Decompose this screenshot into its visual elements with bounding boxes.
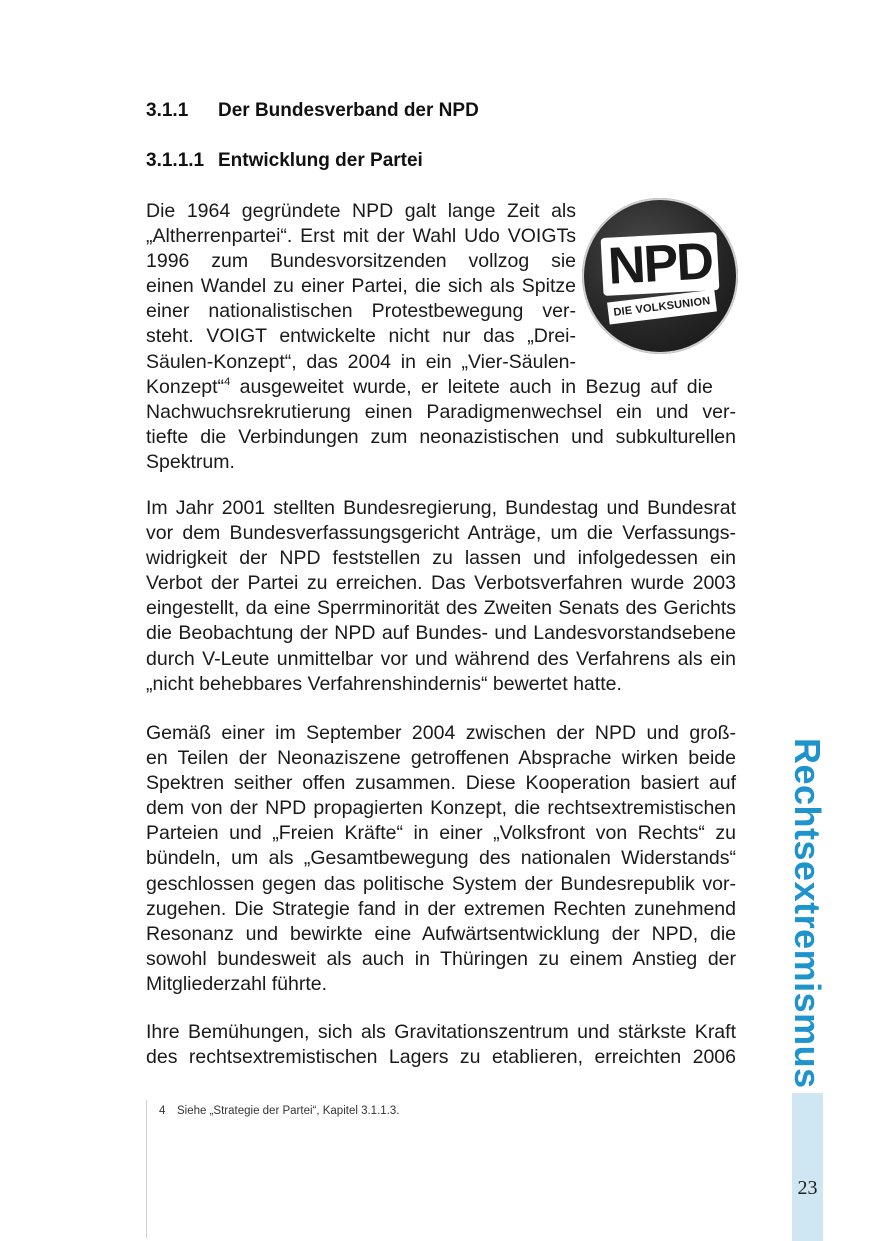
paragraph-4: [146, 1020, 736, 1070]
text-line: Gemäß einer im September 2004 zwischen der NPD und groß-: [146, 722, 736, 744]
section-heading: [146, 100, 479, 122]
logo-main-text: NPD: [606, 232, 714, 296]
text-line-rest: ausgeweitet wurde, er leitete auch in Bezug auf die: [239, 375, 713, 398]
text-line: dem von der NPD propagierten Konzept, die rechtsextremistischen: [146, 797, 736, 820]
text-line-start: Konzept“: [146, 375, 225, 398]
text-line: Nachwuchsrekrutierung einen Paradigmenwechsel ein und ver-: [146, 400, 736, 423]
text-line: Die 1964 gegründete NPD galt lange Zeit als: [146, 200, 576, 222]
paragraph-2: [146, 496, 736, 697]
text-line: bündeln, um als „Gesamtbewegung des nationalen Widerstands“: [146, 847, 736, 870]
text-line: Ihre Bemühungen, sich als Gravitationszentrum und stärkste Kraft: [146, 1021, 736, 1043]
text-line: Säulen-Konzept“, das 2004 in ein „Vier-Säulen-: [146, 350, 576, 373]
text-line: „nicht behebbares Verfahrenshindernis“ bewertet hatte.: [146, 672, 622, 695]
section-title: Der Bundesverband der NPD: [218, 100, 479, 121]
footnote: [159, 1105, 399, 1117]
text-line: en Teilen der Neonaziszene getroffenen Absprache wirken beide: [146, 747, 736, 770]
text-line: widrigkeit der NPD feststellen zu lassen und infolgedessen ein: [146, 547, 736, 570]
text-line: einen Wandel zu einer Partei, die sich als Spitze: [146, 275, 576, 298]
text-line: durch V-Leute unmittelbar vor und während des Verfahrens als ein: [146, 647, 736, 670]
subsection-number: 3.1.1.1: [146, 150, 205, 171]
text-line: 1996 zum Bundesvorsitzenden vollzog sie: [146, 250, 576, 273]
text-line: einer nationalistischen Protestbewegung ver-: [146, 300, 576, 323]
subsection-title: Entwicklung der Partei: [218, 150, 423, 171]
text-line: vor dem Bundesverfassungsgericht Anträge, um die Verfassungs-: [146, 522, 736, 545]
section-number: 3.1.1: [146, 100, 189, 121]
page-number: 23: [797, 1177, 818, 1199]
text-line: „Altherrenpartei“. Erst mit der Wahl Udo VOIGTs: [146, 225, 576, 248]
footnote-number: 4: [159, 1105, 166, 1117]
text-line: geschlossen gegen das politische System der Bundesrepublik vor-: [146, 872, 736, 895]
logo-sub-text: DIE VOLKSUNION: [612, 295, 712, 319]
text-line: Im Jahr 2001 stellten Bundesregierung, Bundestag und Bundesrat: [146, 497, 736, 519]
subsection-heading: [146, 150, 423, 172]
text-line: Verbot der Partei zu erreichen. Das Verbotsverfahren wurde 2003: [146, 572, 736, 595]
text-line: tiefte die Verbindungen zum neonazistischen und subkulturellen: [146, 425, 736, 448]
paragraph-3: [146, 721, 736, 997]
text-line: sowohl bundesweit als auch in Thüringen zu einem Anstieg der: [146, 947, 736, 970]
text-line: [146, 375, 736, 400]
text-line: zugehen. Die Strategie fand in der extremen Rechten zunehmend: [146, 897, 736, 920]
text-line: Spektrum.: [146, 450, 235, 473]
footnote-text: Siehe „Strategie der Partei“, Kapitel 3.1.1.3.: [177, 1105, 400, 1117]
paragraph-1: [146, 199, 736, 475]
text-line: die Beobachtung der NPD auf Bundes- und Landesvorstandsebene: [146, 622, 736, 645]
text-line: eingestellt, da eine Sperrminorität des Zweiten Senats des Gerichts: [146, 597, 736, 620]
chapter-side-title: Rechtsextremismus: [787, 738, 828, 1089]
page-number-tab: [792, 1093, 823, 1241]
footnote-divider: [146, 1100, 147, 1238]
text-line: Spektren seither offen zusammen. Diese Kooperation basiert auf: [146, 772, 736, 795]
text-line: steht. VOIGT entwickelte nicht nur das „Drei-: [146, 325, 576, 348]
text-line: des rechtsextremistischen Lagers zu etablieren, erreichten 2006: [146, 1046, 736, 1069]
text-line: Resonanz und bewirkte eine Aufwärtsentwicklung der NPD, die: [146, 922, 736, 945]
footnote-reference: 4: [224, 375, 231, 388]
text-line: Parteien und „Freien Kräfte“ in einer „Volksfront von Rechts“ zu: [146, 822, 736, 845]
text-line: Mitgliederzahl führte.: [146, 972, 328, 995]
